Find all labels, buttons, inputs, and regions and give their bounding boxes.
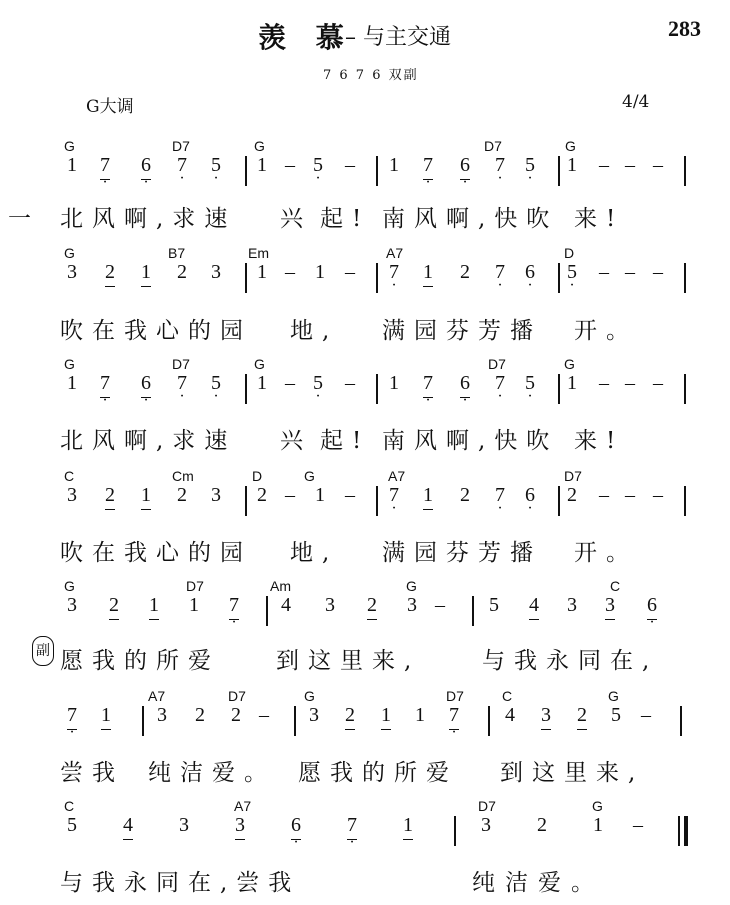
lyric-line: 尝我 xyxy=(60,760,124,786)
note: 1 xyxy=(136,261,156,284)
note: 1 xyxy=(96,704,116,727)
chord-label: A7 xyxy=(234,798,252,814)
chorus-label: 副 xyxy=(32,636,54,666)
note: 2 xyxy=(362,594,382,617)
note: 1 xyxy=(593,814,603,836)
barline xyxy=(684,486,686,516)
note: · 5 xyxy=(308,154,328,177)
barline xyxy=(245,263,247,293)
note: · 7 xyxy=(342,814,362,837)
note: · 7 xyxy=(172,372,192,395)
chord-label: A7 xyxy=(386,245,404,261)
lyric-line: 北风啊,求速 xyxy=(60,206,237,232)
note: 5 xyxy=(67,814,77,836)
note: 2 xyxy=(537,814,547,836)
note: 4 xyxy=(281,594,291,616)
note: 1 xyxy=(67,372,77,394)
note: 2 xyxy=(257,484,267,506)
note: · 7 xyxy=(95,372,115,395)
note: · 5 xyxy=(206,372,226,395)
verse-number: 一 xyxy=(8,206,31,232)
barline xyxy=(684,156,686,186)
note: 1 xyxy=(257,261,267,283)
barline xyxy=(680,706,682,736)
dash-note: – xyxy=(599,261,609,283)
note: 3 xyxy=(179,814,189,836)
barline xyxy=(558,374,560,404)
lyric-line: 愿我的所爱 xyxy=(298,760,458,786)
chord-label: D7 xyxy=(172,138,190,154)
note: 3 xyxy=(536,704,556,727)
note: 2 xyxy=(100,261,120,284)
lyric-line: 纯洁爱。 xyxy=(472,870,604,896)
dash-note: – xyxy=(625,154,635,176)
barline xyxy=(558,156,560,186)
note: 1 xyxy=(415,704,425,726)
lyric-line: 纯洁爱。 xyxy=(148,760,276,786)
note: 1 xyxy=(389,372,399,394)
lyric-line: 愿我的所爱 xyxy=(60,648,220,674)
lyric-line: 来! xyxy=(574,428,625,454)
dash-note: – xyxy=(653,372,663,394)
barline xyxy=(266,596,268,626)
note: · 7 xyxy=(384,484,404,507)
dash-note: – xyxy=(285,154,295,176)
note: · 5 xyxy=(308,372,328,395)
chord-label: Cm xyxy=(172,468,194,484)
note: 3 xyxy=(325,594,335,616)
note: 3 xyxy=(157,704,167,726)
note: · 7 xyxy=(444,704,464,727)
lyric-line: 吹在我心的园 xyxy=(60,318,252,344)
lyric-line: 起! xyxy=(320,206,371,232)
chord-label: G xyxy=(406,578,417,594)
note: · 6 xyxy=(455,372,475,395)
lyric-line: 到这里来, xyxy=(500,760,645,786)
chord-label: G xyxy=(254,138,265,154)
page-number: 283 xyxy=(668,16,701,41)
note: · 7 xyxy=(95,154,115,177)
song-title: 羡 慕 xyxy=(258,21,354,54)
dash-note: – xyxy=(599,372,609,394)
lyric-line: 与我永同在, xyxy=(482,648,659,674)
dash-note: – xyxy=(625,484,635,506)
barline xyxy=(684,374,686,404)
note: · 5 xyxy=(562,261,582,284)
note: 3 xyxy=(309,704,319,726)
dash-note: – xyxy=(633,814,643,836)
chord-label: D7 xyxy=(228,688,246,704)
lyric-line: 来! xyxy=(574,206,625,232)
note: 3 xyxy=(67,484,77,506)
barline xyxy=(294,706,296,736)
barline xyxy=(558,486,560,516)
note: · 7 xyxy=(62,704,82,727)
chord-label: D7 xyxy=(186,578,204,594)
note: · 6 xyxy=(136,372,156,395)
chord-label: D7 xyxy=(484,138,502,154)
note: 5 xyxy=(489,594,499,616)
chord-label: D7 xyxy=(564,468,582,484)
dash-note: – xyxy=(285,261,295,283)
chord-label: G xyxy=(64,356,75,372)
barline xyxy=(558,263,560,293)
chord-label: G xyxy=(304,688,315,704)
note: 1 xyxy=(389,154,399,176)
dash-note: – xyxy=(345,372,355,394)
note: 3 xyxy=(600,594,620,617)
note: 1 xyxy=(189,594,199,616)
note: · 6 xyxy=(520,261,540,284)
lyric-line: 满园芬芳播 xyxy=(382,540,542,566)
lyric-line: 开。 xyxy=(574,318,638,344)
chord-label: D7 xyxy=(172,356,190,372)
meter-pattern: 7 6 7 6 双副 xyxy=(323,68,419,83)
note: 2 xyxy=(195,704,205,726)
note: · 6 xyxy=(455,154,475,177)
dash-note: – xyxy=(259,704,269,726)
lyric-line: 到这里来, xyxy=(276,648,421,674)
note: 1 xyxy=(567,372,577,394)
chord-label: Am xyxy=(270,578,291,594)
barline xyxy=(376,374,378,404)
lyric-line: 兴 xyxy=(280,428,312,454)
chord-label: B7 xyxy=(168,245,186,261)
chord-label: G xyxy=(64,138,75,154)
barline xyxy=(245,374,247,404)
barline xyxy=(472,596,474,626)
note: 2 xyxy=(567,484,577,506)
note: 3 xyxy=(230,814,250,837)
chord-label: G xyxy=(64,578,75,594)
chord-label: G xyxy=(564,356,575,372)
dash-note: – xyxy=(435,594,445,616)
chord-label: A7 xyxy=(388,468,406,484)
note: 3 xyxy=(67,261,77,283)
chord-label: D7 xyxy=(478,798,496,814)
lyric-line: 南风啊,快吹 xyxy=(382,206,559,232)
note: 1 xyxy=(418,261,438,284)
note: 1 xyxy=(67,154,77,176)
key-signature: G大调 xyxy=(86,97,134,117)
chord-label: C xyxy=(64,468,75,484)
chord-label: G xyxy=(565,138,576,154)
lyric-line: 吹在我心的园 xyxy=(60,540,252,566)
note: · 5 xyxy=(206,154,226,177)
chord-label: G xyxy=(64,245,75,261)
note: 2 xyxy=(104,594,124,617)
chord-label: C xyxy=(502,688,513,704)
chord-label: Em xyxy=(248,245,269,261)
note: 1 xyxy=(398,814,418,837)
dash-note: – xyxy=(285,484,295,506)
note: 2 xyxy=(177,484,187,506)
lyric-line: 与我永同在,尝我 xyxy=(60,870,301,896)
note: 4 xyxy=(118,814,138,837)
note: · 7 xyxy=(418,154,438,177)
note: 4 xyxy=(524,594,544,617)
barline xyxy=(684,263,686,293)
chord-label: G xyxy=(608,688,619,704)
note: · 5 xyxy=(520,154,540,177)
note: · 7 xyxy=(418,372,438,395)
dash-note: – xyxy=(653,261,663,283)
note: 1 xyxy=(315,261,325,283)
note: · 6 xyxy=(136,154,156,177)
note: 3 xyxy=(407,594,417,616)
dash-note: – xyxy=(641,704,651,726)
dash-note: – xyxy=(345,261,355,283)
note: 3 xyxy=(211,484,221,506)
final-barline xyxy=(684,816,688,846)
note: 2 xyxy=(100,484,120,507)
note: 2 xyxy=(460,261,470,283)
barline xyxy=(376,263,378,293)
song-subtitle: – 与主交通 xyxy=(345,25,451,50)
note: · 7 xyxy=(490,484,510,507)
note: 1 xyxy=(257,372,267,394)
note: 2 xyxy=(572,704,592,727)
chord-label: G xyxy=(254,356,265,372)
note: 2 xyxy=(177,261,187,283)
note: 3 xyxy=(567,594,577,616)
note: 5 xyxy=(611,704,621,726)
time-signature: 4/4 xyxy=(622,92,650,112)
note: · 7 xyxy=(490,261,510,284)
note: 4 xyxy=(505,704,515,726)
dash-note: – xyxy=(653,154,663,176)
barline xyxy=(376,486,378,516)
lyric-line: 满园芬芳播 xyxy=(382,318,542,344)
dash-note: – xyxy=(625,261,635,283)
lyric-line: 地, xyxy=(290,540,339,566)
lyric-line: 地, xyxy=(290,318,339,344)
dash-note: – xyxy=(285,372,295,394)
note: 1 xyxy=(567,154,577,176)
note: 2 xyxy=(231,704,241,726)
barline xyxy=(142,706,144,736)
note: 2 xyxy=(460,484,470,506)
barline xyxy=(454,816,456,846)
note: 3 xyxy=(211,261,221,283)
dash-note: – xyxy=(345,484,355,506)
note: 3 xyxy=(481,814,491,836)
dash-note: – xyxy=(625,372,635,394)
chord-label: C xyxy=(64,798,75,814)
barline xyxy=(376,156,378,186)
barline xyxy=(488,706,490,736)
note: · 6 xyxy=(286,814,306,837)
note: · 7 xyxy=(224,594,244,617)
chord-label: D7 xyxy=(446,688,464,704)
chord-label: D xyxy=(564,245,575,261)
dash-note: – xyxy=(599,484,609,506)
chord-label: C xyxy=(610,578,621,594)
note: 1 xyxy=(136,484,156,507)
dash-note: – xyxy=(599,154,609,176)
note: · 7 xyxy=(172,154,192,177)
chord-label: D7 xyxy=(488,356,506,372)
note: 1 xyxy=(418,484,438,507)
note: 1 xyxy=(257,154,267,176)
note: 1 xyxy=(376,704,396,727)
chord-label: G xyxy=(592,798,603,814)
final-barline xyxy=(678,816,680,846)
note: · 5 xyxy=(520,372,540,395)
barline xyxy=(245,486,247,516)
dash-note: – xyxy=(345,154,355,176)
note: · 6 xyxy=(642,594,662,617)
chord-label: G xyxy=(304,468,315,484)
lyric-line: 北风啊,求速 xyxy=(60,428,237,454)
lyric-line: 兴 xyxy=(280,206,312,232)
lyric-line: 起! xyxy=(320,428,371,454)
note: 1 xyxy=(144,594,164,617)
note: 3 xyxy=(67,594,77,616)
note: · 7 xyxy=(384,261,404,284)
chord-label: A7 xyxy=(148,688,166,704)
barline xyxy=(245,156,247,186)
note: · 7 xyxy=(490,372,510,395)
note: · 6 xyxy=(520,484,540,507)
lyric-line: 开。 xyxy=(574,540,638,566)
note: · 7 xyxy=(490,154,510,177)
note: 2 xyxy=(340,704,360,727)
note: 1 xyxy=(315,484,325,506)
dash-note: – xyxy=(653,484,663,506)
chord-label: D xyxy=(252,468,263,484)
lyric-line: 南风啊,快吹 xyxy=(382,428,559,454)
